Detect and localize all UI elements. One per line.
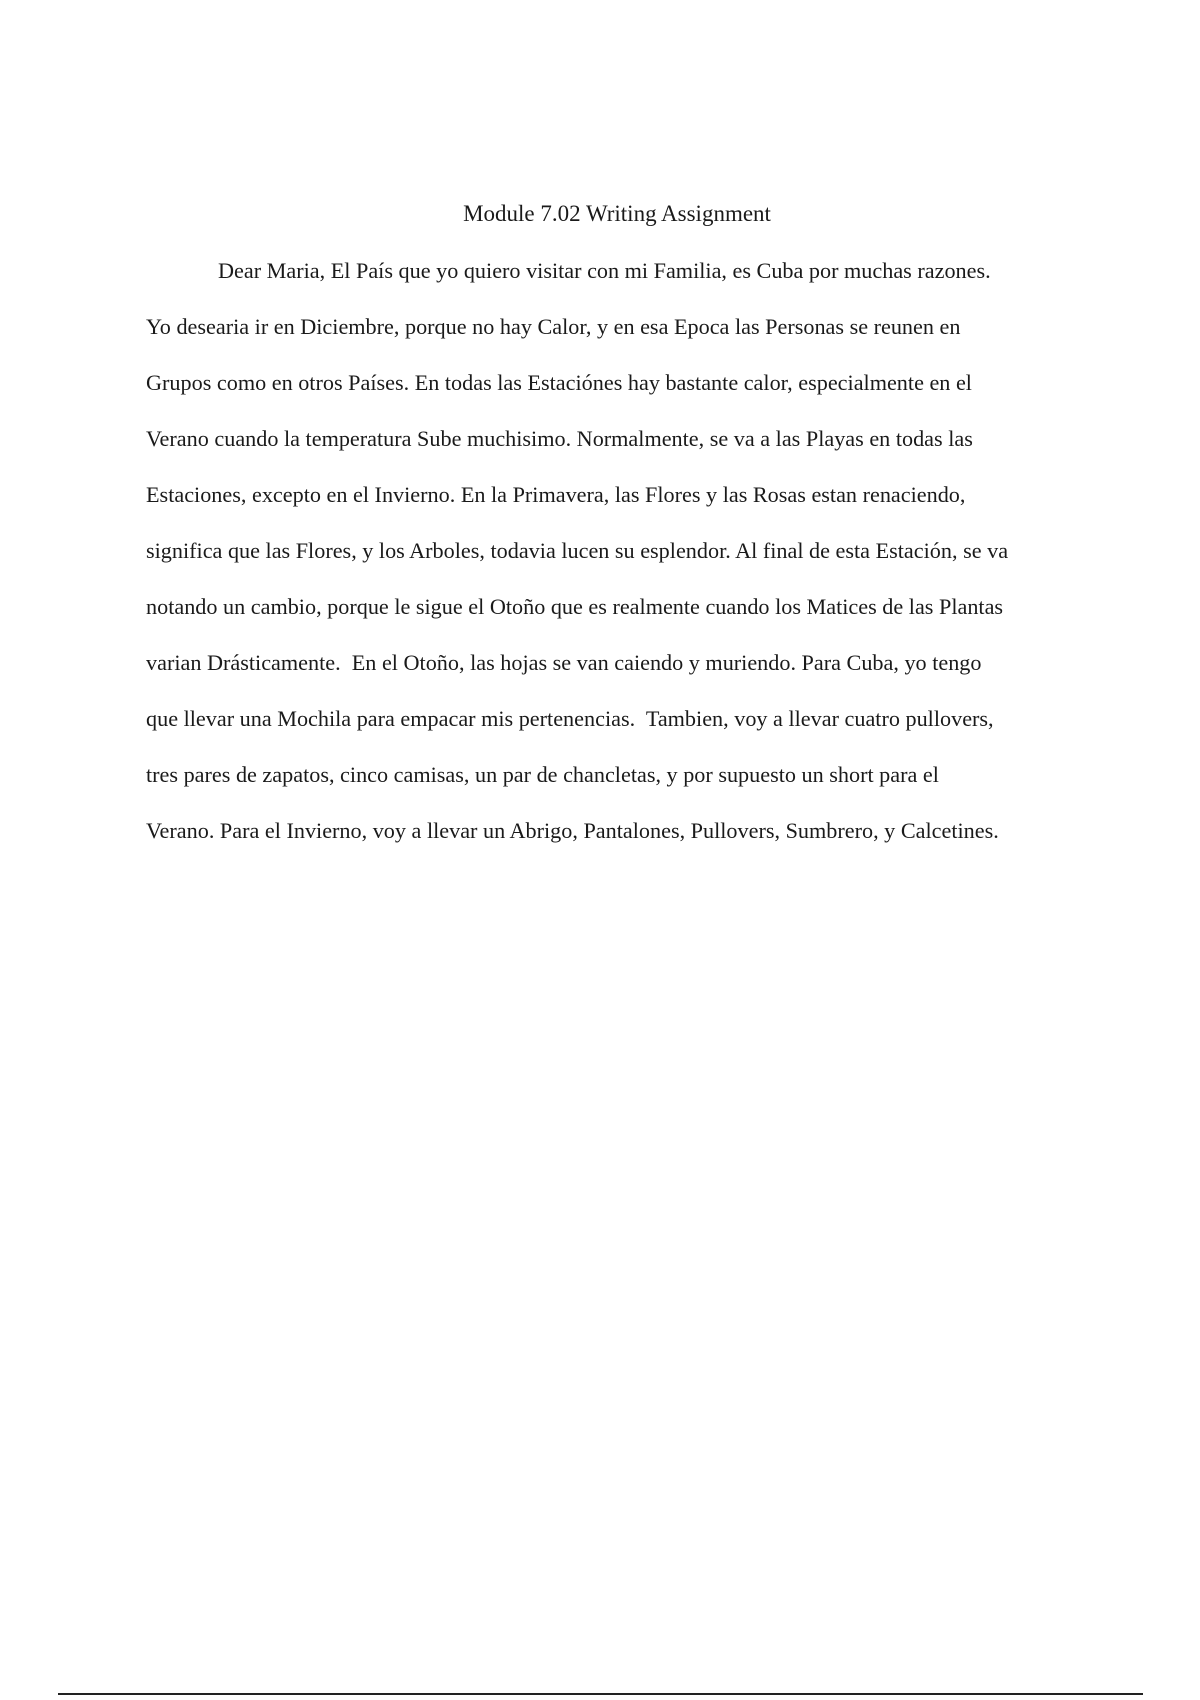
page-bottom-rule xyxy=(58,1693,1143,1695)
body-line: Verano. Para el Invierno, voy a llevar un Abrigo, Pantalones, Pullovers, Sumbrero, y Calcetines. xyxy=(146,818,999,843)
document-title: Module 7.02 Writing Assignment xyxy=(463,201,771,226)
body-line: notando un cambio, porque le sigue el Otoño que es realmente cuando los Matices de las Plantas xyxy=(146,594,1004,619)
body-line: varian Drásticamente. En el Otoño, las hojas se van caiendo y muriendo. Para Cuba, yo tengo xyxy=(146,650,982,675)
body-line: Estaciones, excepto en el Invierno. En la Primavera, las Flores y las Rosas estan renaciendo, xyxy=(146,482,966,507)
body-line: Dear Maria, El País que yo quiero visitar con mi Familia, es Cuba por muchas razones. xyxy=(218,258,991,283)
body-line: Verano cuando la temperatura Sube muchisimo. Normalmente, se va a las Playas en todas las xyxy=(146,426,973,451)
body-line: significa que las Flores, y los Arboles, todavia lucen su esplendor. Al final de esta Estación, se va xyxy=(146,538,1009,563)
body-line: tres pares de zapatos, cinco camisas, un par de chancletas, y por supuesto un short para el xyxy=(146,762,939,787)
document-body xyxy=(146,256,1106,872)
body-line: Grupos como en otros Países. En todas las Estaciónes hay bastante calor, especialmente en el xyxy=(146,370,972,395)
body-line: que llevar una Mochila para empacar mis pertenencias. Tambien, voy a llevar cuatro pullovers, xyxy=(146,706,994,731)
body-line: Yo desearia ir en Diciembre, porque no hay Calor, y en esa Epoca las Personas se reunen en xyxy=(146,314,961,339)
